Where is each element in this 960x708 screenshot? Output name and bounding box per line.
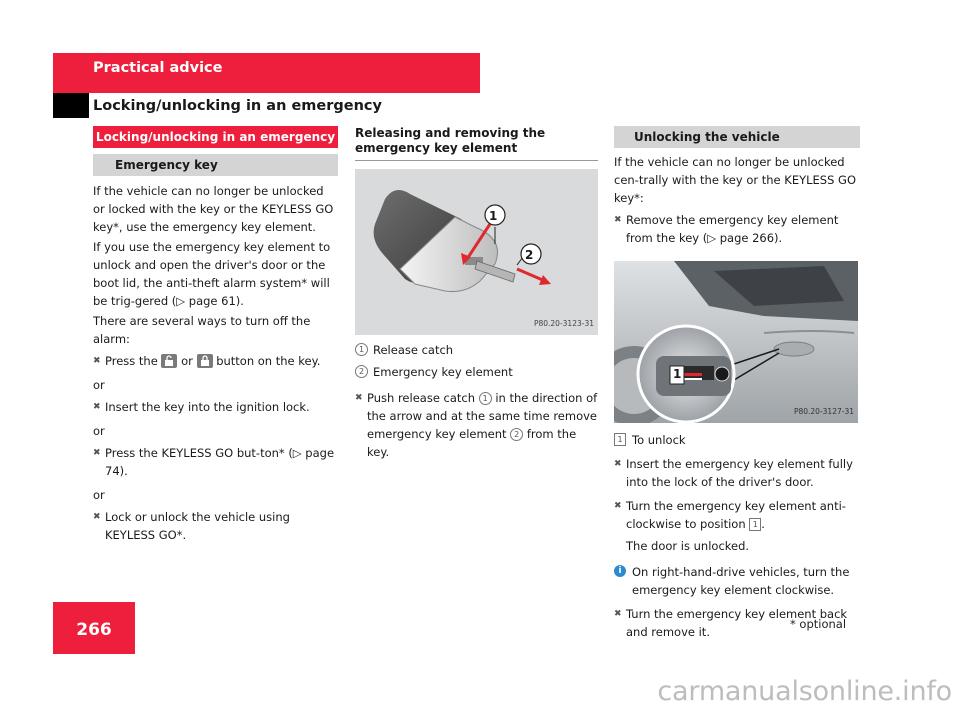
key-illustration [355,169,598,335]
result-text: The door is unlocked. [626,539,750,553]
step-arrow-icon: ✖ [355,393,363,403]
figure-code: P80.20-3123-31 [533,319,594,328]
step-arrow-icon: ✖ [93,402,101,412]
paragraph: If the vehicle can no longer be unlocked or locked with the key or the KEYLESS GO key*, use the emergency key element. [93,184,334,234]
step-arrow-icon: ✖ [614,501,622,511]
info-note: i On right-hand-drive vehicles, turn the emergency key element clockwise. [614,563,860,599]
subheading-bar: Unlocking the vehicle [614,126,860,148]
instruction-step: ✖ Insert the key into the ignition lock. [93,400,310,414]
section-title: Practical advice [93,60,223,76]
section-heading: Releasing and removing the emergency key element [355,126,598,161]
callout-marker: 2 [510,428,523,441]
paragraph: If you use the emergency key element to unlock and open the driver's door or the boot lid, the anti-theft alarm system* will be trig-gered (▷ page 61). [93,240,331,308]
paragraph: There are several ways to turn off the alarm: [93,314,311,346]
legend-item: 2 Emergency key element [355,363,598,381]
key-figure [355,169,598,335]
instruction-step: ✖ Remove the emergency key element from the key (▷ page 266). [614,213,839,245]
instruction-step: ✖ Press the KEYLESS GO but-ton* (▷ page 74). [93,446,335,478]
legend-item: 1 To unlock [614,431,860,449]
callout-marker: 2 [355,365,368,378]
step-arrow-icon: ✖ [614,215,622,225]
instruction-step: ✖ Push release catch 1 in the direction of the arrow and at the same time remove emergency key element 2 from the key. [355,391,598,459]
step-arrow-icon: ✖ [93,448,101,458]
or-text: or [93,378,105,392]
step-arrow-icon: ✖ [614,459,622,469]
optional-footnote: * optional [790,617,847,631]
callout-marker: 1 [355,343,368,356]
step-arrow-icon: ✖ [93,512,101,522]
column-2 [355,126,598,463]
page-number: 266 [76,620,112,640]
step-arrow-icon: ✖ [93,356,101,366]
callout-marker: 1 [479,392,492,405]
column-1 [93,126,338,546]
position-marker: 1 [614,433,626,446]
page-title: Locking/unlocking in an emergency [93,98,382,114]
header-tab-marker [53,93,89,118]
step-arrow-icon: ✖ [614,609,622,619]
position-marker: 1 [749,518,761,531]
paragraph: If the vehicle can no longer be unlocked cen-trally with the key or the KEYLESS GO key*: [614,155,857,205]
column-3 [614,126,860,643]
lock-button-icon [197,354,213,368]
door-figure [614,261,858,423]
unlock-button-icon [161,354,177,368]
callout-1-label: 1 [673,367,682,381]
subheading-bar: Emergency key [93,154,338,176]
section-bar: Locking/unlocking in an emergency [93,126,338,148]
figure-code: P80.20-3127-31 [793,407,854,416]
instruction-step: ✖ Lock or unlock the vehicle using KEYLESS GO*. [93,510,290,542]
callout-2-label: 2 [525,248,534,262]
watermark: carmanualsonline.info [657,676,952,707]
instruction-step: ✖ Turn the emergency key element anti-clockwise to position 1 . The door is unlocked. [614,497,860,555]
or-text: or [93,424,105,438]
callout-1-label: 1 [489,209,498,223]
instruction-step: ✖ Insert the emergency key element fully into the lock of the driver's door. [614,457,853,489]
instruction-step: ✖ Press the or button on the key. [93,354,321,368]
info-icon: i [614,565,626,577]
or-text: or [93,488,105,502]
instruction-step: ✖ Turn the emergency key element back and remove it. [614,607,848,639]
legend-item: 1 Release catch [355,341,598,359]
door-illustration [614,261,858,423]
